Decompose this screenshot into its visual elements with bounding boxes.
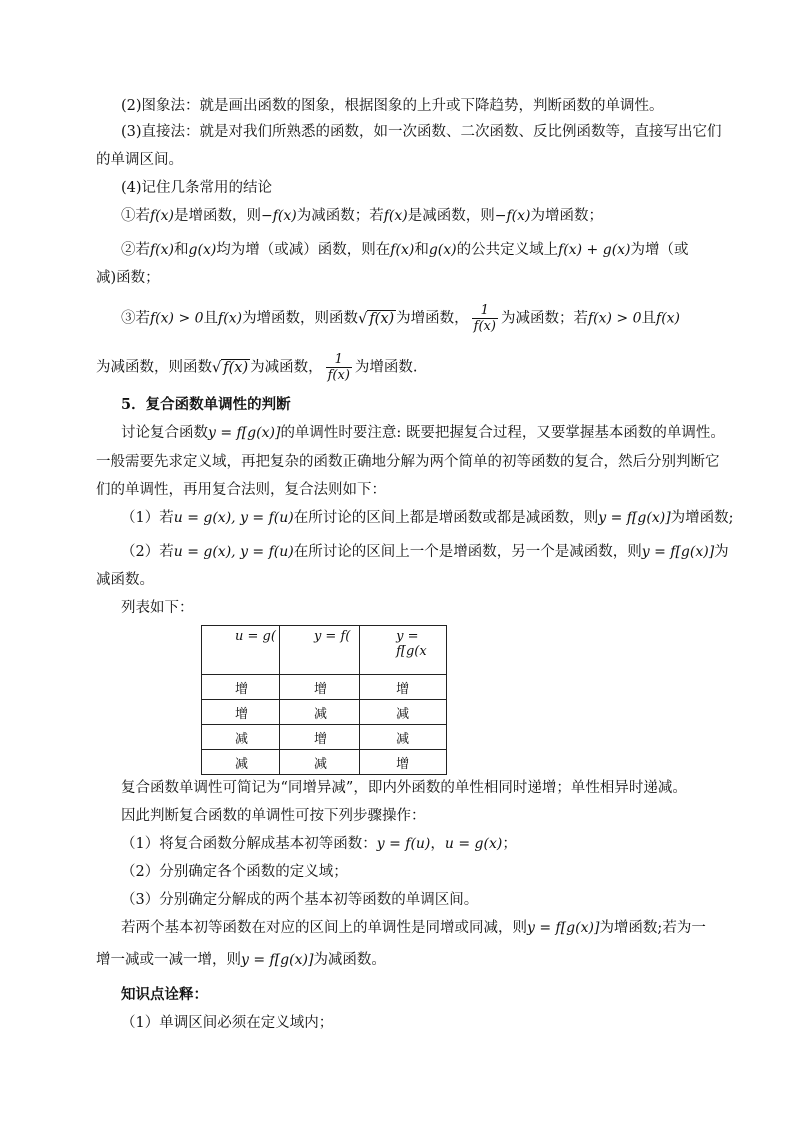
step-1: （1）将复合函数分解成基本初等函数：y = f(u)，u = g(x)； — [121, 836, 517, 852]
paragraph-composite-1: 讨论复合函数y = f[g(x)]的单调性时要注意: 既要把握复合过程，又要掌握基本函数的单调性。 — [121, 425, 725, 441]
section-heading: 5．复合函数单调性的判断 — [121, 396, 291, 413]
table-cell: 减 — [279, 700, 359, 725]
rule-1: （1）若u = g(x), y = f(u)在所讨论的区间上都是增函数或都是减函数，则y = f[g(x)]为增函数; — [121, 510, 734, 526]
table-header-row — [202, 626, 447, 675]
step-3: （3）分别确定分解成的两个基本初等函数的单调区间。 — [121, 892, 479, 908]
table-cell: 增 — [279, 725, 359, 750]
conclusion-3-cont: 为减函数，则函数√ f(x) 为减函数， $\frac{1}{f(x)}$ 为增函数. — [96, 352, 418, 383]
list-intro: 列表如下： — [121, 600, 194, 616]
paragraph-graph-method: (2)图象法：就是画出函数的图象，根据图象的上升或下降趋势，判断函数的单调性。 — [121, 98, 664, 114]
note-item-1: （1）单调区间必须在定义域内； — [121, 1015, 334, 1031]
table-cell: 增 — [202, 675, 280, 700]
table-row — [202, 750, 447, 775]
conclusion-2: ②若f(x)和g(x)均为增（或减）函数，则在f(x)和g(x)的公共定义域上f(x) + g(x)为增（或 — [121, 242, 689, 258]
fraction-expression: $\frac{1}{f(x)}$ — [473, 303, 496, 334]
paragraph-summary: 复合函数单调性可简记为“同增异减”，即内外函数的单性相同时递增；单性相异时递减。 — [121, 780, 687, 796]
step-2: （2）分别确定各个函数的定义域； — [121, 864, 348, 880]
rule-2: （2）若u = g(x), y = f(u)在所讨论的区间上一个是增函数，另一个是减函数，则y = f[g(x)]为 — [121, 544, 729, 560]
table-cell: 增 — [279, 675, 359, 700]
conclusion-2-cont: 减)函数； — [96, 270, 160, 286]
conclusion-3: ③若f(x) > 0且f(x)为增函数，则函数√ f(x) 为增函数， $\frac{1}{f(x)}$ 为减函数；若f(x) > 0且f(x) — [121, 303, 681, 334]
table-cell: 减 — [360, 700, 447, 725]
table-cell: 增 — [202, 700, 280, 725]
note-title: 知识点诠释： — [121, 986, 208, 1003]
paragraph-direct-method: (3)直接法：就是对我们所熟悉的函数，如一次函数、二次函数、反比例函数等，直接写出它们 — [121, 124, 722, 140]
table-cell: 减 — [279, 750, 359, 775]
table-cell: 增 — [360, 675, 447, 700]
paragraph-composite-2: 一般需要先求定义域，再把复杂的函数正确地分解为两个简单的初等函数的复合，然后分别判断它 — [96, 454, 720, 470]
table-row — [202, 725, 447, 750]
table-header-cell: y = f[g(x — [360, 626, 447, 675]
table-cell: 减 — [202, 750, 280, 775]
table-cell: 减 — [202, 725, 280, 750]
paragraph-composite-3: 们的单调性，再用复合法则，复合法则如下： — [96, 482, 386, 498]
fraction-expression: $\frac{1}{f(x)}$ — [327, 352, 350, 383]
table-row — [202, 675, 447, 700]
table-header-cell: u = g( — [202, 626, 280, 675]
paragraph-conclusion-2: 增一减或一减一增，则y = f[g(x)]为减函数。 — [96, 952, 386, 968]
composite-monotonicity-table — [201, 625, 447, 775]
rule-2-cont: 减函数。 — [96, 572, 154, 588]
paragraph-steps-intro: 因此判断复合函数的单调性可按下列步骤操作： — [121, 808, 426, 824]
table-header-cell: y = f( — [279, 626, 359, 675]
table-row — [202, 700, 447, 725]
table-cell: 增 — [360, 750, 447, 775]
paragraph-conclusions-title: (4)记住几条常用的结论 — [121, 180, 273, 196]
sqrt-expression: √ f(x) — [358, 310, 395, 327]
paragraph-conclusion-1: 若两个基本初等函数在对应的区间上的单调性是同增或同减，则y = f[g(x)]为增函数;若为一 — [121, 920, 706, 936]
paragraph-direct-method-cont: 的单调区间。 — [96, 152, 183, 168]
sqrt-expression: √ f(x) — [212, 359, 249, 376]
table-cell: 减 — [360, 725, 447, 750]
conclusion-1: ①若f(x)是增函数，则−f(x)为减函数；若f(x)是减函数，则−f(x)为增函数； — [121, 208, 603, 224]
